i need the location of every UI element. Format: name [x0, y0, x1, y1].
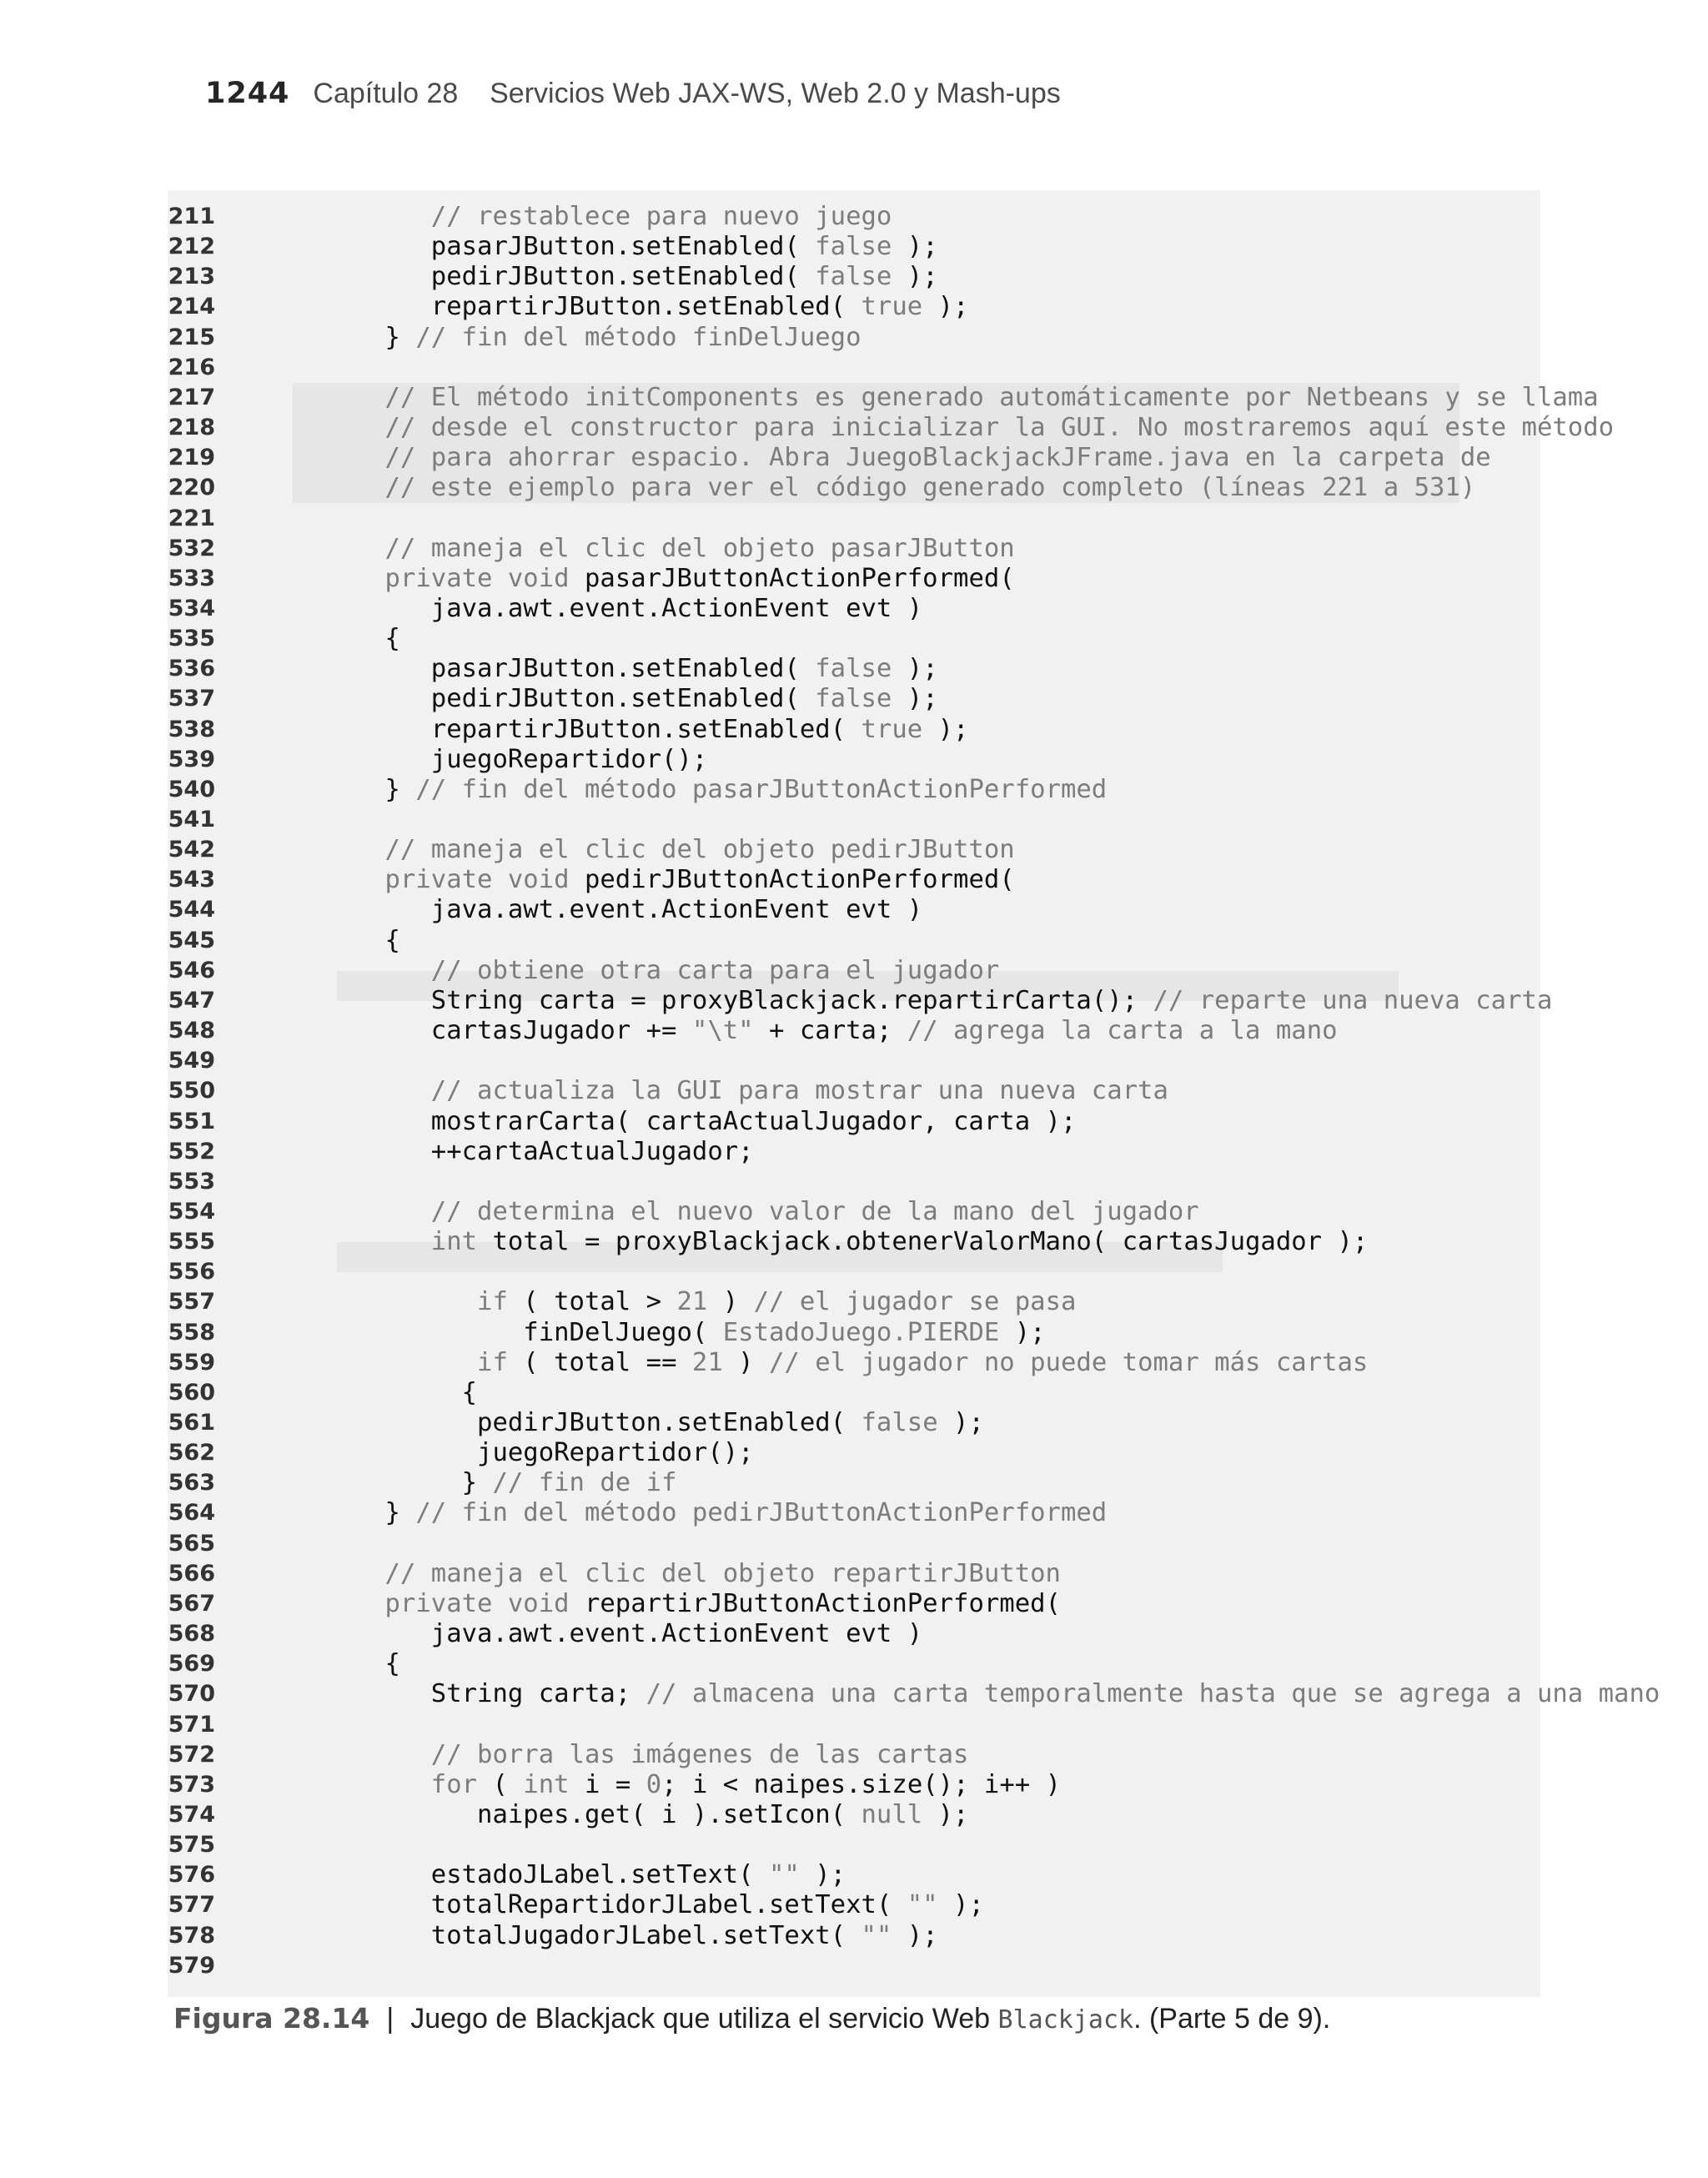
line-number: 559 — [168, 1349, 215, 1376]
code-token: juegoRepartidor(); — [293, 744, 708, 774]
code-line — [168, 564, 1540, 594]
line-number: 556 — [168, 1259, 215, 1285]
line-number: 545 — [168, 927, 215, 953]
line-number: 570 — [168, 1681, 215, 1708]
code-line — [168, 1046, 1540, 1076]
line-number: 573 — [168, 1771, 215, 1798]
code-token: } — [293, 322, 416, 352]
code-line — [168, 1257, 1540, 1287]
code-token: ); — [937, 1890, 984, 1920]
code-keyword: 21 — [676, 1287, 708, 1317]
code-token: } — [293, 1468, 493, 1498]
code-text — [293, 1197, 1199, 1227]
code-token: mostrarCarta( cartaActualJugador, carta ); — [293, 1106, 1077, 1136]
code-line — [168, 534, 1540, 564]
line-number: 577 — [168, 1892, 215, 1919]
line-number: 548 — [168, 1018, 215, 1044]
code-keyword: EstadoJuego.PIERDE — [722, 1317, 1000, 1347]
code-line — [168, 353, 1540, 383]
code-line — [168, 1378, 1540, 1408]
code-text — [293, 624, 400, 654]
running-title: Capítulo 28 Servicios Web JAX-WS, Web 2.0 y Mash-ups — [313, 78, 1061, 109]
code-token: totalJugadorJLabel.setText( — [293, 1920, 862, 1950]
code-token: String carta; — [293, 1679, 646, 1709]
line-number: 579 — [168, 1952, 215, 1979]
code-keyword: false — [815, 262, 892, 292]
code-text — [293, 202, 892, 232]
code-token: pedirJButton.setEnabled( — [293, 262, 816, 292]
code-token: cartasJugador += — [293, 1016, 692, 1046]
code-line — [168, 413, 1615, 443]
line-number: 537 — [168, 686, 215, 712]
line-number: 544 — [168, 897, 215, 923]
code-token — [293, 1589, 385, 1618]
code-line — [168, 1860, 1540, 1890]
code-comment: // reparte una nueva carta — [1153, 985, 1553, 1015]
line-number: 569 — [168, 1651, 215, 1678]
code-token — [293, 443, 385, 472]
line-number: 221 — [168, 505, 215, 531]
line-number: 550 — [168, 1078, 215, 1104]
line-number: 575 — [168, 1832, 215, 1859]
code-keyword: int — [430, 1227, 478, 1257]
line-number: 217 — [168, 384, 215, 410]
code-token: total = proxyBlackjack.obtenerValorMano( cartasJugador ); — [477, 1227, 1369, 1257]
line-number: 541 — [168, 807, 215, 832]
code-line — [168, 443, 1540, 473]
line-number: 540 — [168, 776, 215, 802]
code-listing — [168, 190, 1660, 1997]
code-line — [168, 654, 1540, 684]
line-number: 547 — [168, 987, 215, 1014]
code-token: ); — [999, 1317, 1046, 1347]
code-token: + carta; — [753, 1016, 907, 1046]
code-line — [168, 1318, 1540, 1348]
code-text — [293, 1619, 922, 1649]
code-token: ); — [892, 654, 938, 684]
code-token: ); — [922, 714, 969, 744]
code-token: ( total > — [507, 1287, 677, 1317]
code-token: repartirJButton.setEnabled( — [293, 714, 862, 744]
code-line — [168, 202, 1540, 232]
line-number: 574 — [168, 1801, 215, 1828]
code-keyword: private void — [384, 1588, 570, 1618]
code-text — [293, 1589, 1061, 1619]
code-text — [293, 1890, 984, 1920]
figure-caption — [173, 2002, 1330, 2045]
code-token: pasarJButtonActionPerformed( — [569, 563, 1015, 593]
line-number: 542 — [168, 837, 215, 863]
code-token — [293, 865, 385, 894]
line-number: 553 — [168, 1168, 215, 1195]
code-token — [293, 202, 431, 231]
code-comment: // para ahorrar espacio. Abra JuegoBlackjackJFrame.java en la carpeta de — [384, 443, 1491, 473]
code-comment: // maneja el clic del objeto pedirJButton — [384, 835, 1015, 865]
code-text — [293, 1287, 1076, 1317]
code-text — [293, 1438, 754, 1468]
caption-separator: | — [386, 2003, 394, 2035]
code-token: finDelJuego( — [293, 1317, 723, 1347]
code-token: i = — [569, 1769, 646, 1799]
line-number: 219 — [168, 445, 215, 471]
page-number: 1244 — [205, 77, 290, 110]
line-number: 561 — [168, 1410, 215, 1436]
code-line — [168, 1529, 1540, 1559]
code-token: ( — [477, 1769, 524, 1799]
code-text — [293, 684, 938, 714]
code-line — [168, 1197, 1540, 1227]
line-number: 212 — [168, 234, 215, 260]
code-comment: // fin del método finDelJuego — [415, 322, 862, 352]
code-token — [293, 1348, 477, 1377]
code-line — [168, 323, 1540, 353]
code-line — [168, 382, 1599, 413]
code-text — [293, 1137, 754, 1167]
line-number: 543 — [168, 867, 215, 893]
code-text — [293, 1679, 1660, 1709]
code-line — [168, 715, 1540, 745]
code-keyword: null — [861, 1799, 923, 1829]
code-keyword: 0 — [646, 1769, 662, 1799]
line-number: 534 — [168, 595, 215, 621]
code-text — [293, 1740, 968, 1770]
code-token: { — [293, 1649, 400, 1679]
code-keyword: for — [430, 1769, 478, 1799]
code-comment: // obtiene otra carta para el jugador — [430, 955, 1000, 985]
code-token: repartirJButton.setEnabled( — [293, 292, 862, 322]
figure-label: Figura 28.14 — [173, 2002, 370, 2035]
code-keyword: false — [815, 654, 892, 684]
code-line — [168, 895, 1540, 925]
code-token: { — [293, 925, 400, 955]
code-line — [168, 1468, 1540, 1498]
line-number: 563 — [168, 1470, 215, 1496]
code-keyword: 21 — [691, 1347, 723, 1377]
code-token: pedirJButton.setEnabled( — [293, 1408, 862, 1437]
code-line — [168, 594, 1540, 624]
code-token — [293, 564, 385, 593]
code-text — [293, 1016, 1338, 1046]
line-number: 564 — [168, 1500, 215, 1527]
code-line — [168, 1710, 1540, 1740]
code-comment: // maneja el clic del objeto repartirJButton — [384, 1558, 1061, 1588]
line-number: 220 — [168, 475, 215, 501]
code-token — [293, 1076, 431, 1105]
line-number: 215 — [168, 324, 215, 350]
caption-code-word: Blackjack — [997, 2005, 1134, 2035]
code-keyword: private void — [384, 865, 570, 895]
line-number: 538 — [168, 716, 215, 742]
code-line — [168, 1227, 1540, 1257]
line-number: 536 — [168, 656, 215, 682]
code-text — [293, 1649, 400, 1679]
code-line — [168, 1167, 1540, 1197]
code-comment: // actualiza la GUI para mostrar una nueva carta — [430, 1076, 1168, 1106]
code-line — [168, 1589, 1540, 1619]
code-token: pedirJButtonActionPerformed( — [569, 865, 1015, 895]
code-line — [168, 775, 1540, 805]
code-keyword: false — [861, 1408, 938, 1437]
code-token — [293, 1197, 431, 1226]
code-text — [293, 443, 1491, 473]
code-text — [293, 262, 938, 292]
code-token — [293, 956, 431, 985]
code-token: ); — [892, 232, 938, 262]
line-number: 557 — [168, 1289, 215, 1315]
code-token: ); — [922, 1799, 969, 1829]
code-line — [168, 1800, 1540, 1830]
code-token: pasarJButton.setEnabled( — [293, 232, 816, 262]
code-comment: // almacena una carta temporalmente hasta que se agrega a una mano — [646, 1679, 1660, 1709]
code-line — [168, 1619, 1540, 1649]
caption-text: Juego de Blackjack que utiliza el servicio Web — [410, 2003, 998, 2035]
line-number: 533 — [168, 565, 215, 591]
code-line — [168, 1830, 1540, 1860]
code-text — [293, 926, 400, 956]
code-keyword: "" — [769, 1860, 800, 1890]
running-head — [205, 77, 1061, 127]
code-token: ); — [799, 1860, 846, 1890]
code-comment: // desde el constructor para inicializar la GUI. No mostraremos aquí este método — [384, 413, 1615, 443]
code-line — [168, 1107, 1540, 1137]
code-keyword: if — [477, 1347, 508, 1377]
code-keyword: if — [477, 1287, 508, 1317]
code-comment: // agrega la carta a la mano — [907, 1016, 1338, 1046]
line-number: 211 — [168, 204, 215, 229]
code-token: java.awt.event.ActionEvent evt ) — [293, 895, 923, 925]
code-line — [168, 292, 1540, 322]
code-text — [293, 835, 1015, 865]
line-number: 551 — [168, 1108, 215, 1134]
code-token: { — [293, 624, 400, 654]
code-line — [168, 865, 1540, 895]
line-number: 568 — [168, 1621, 215, 1647]
code-text — [293, 1107, 1076, 1137]
code-text — [293, 1378, 477, 1408]
line-number: 565 — [168, 1530, 215, 1557]
code-line — [168, 805, 1540, 835]
code-keyword: "" — [907, 1890, 938, 1920]
code-text — [293, 654, 938, 684]
code-line — [168, 1348, 1540, 1378]
line-number: 560 — [168, 1379, 215, 1406]
code-token: } — [293, 1498, 416, 1528]
code-text — [293, 1498, 1107, 1528]
code-line — [168, 624, 1540, 654]
code-keyword: true — [861, 292, 923, 322]
code-token: java.awt.event.ActionEvent evt ) — [293, 1619, 923, 1649]
code-token — [293, 534, 385, 563]
code-text — [293, 1348, 1368, 1378]
line-number: 567 — [168, 1590, 215, 1617]
code-line — [168, 504, 1540, 534]
code-token: pedirJButton.setEnabled( — [293, 684, 816, 714]
line-number: 218 — [168, 415, 215, 441]
code-keyword: "\t" — [691, 1016, 754, 1046]
code-text — [293, 1770, 1061, 1800]
code-line — [168, 956, 1540, 986]
code-text — [293, 1227, 1368, 1257]
code-token: ( total == — [507, 1347, 692, 1377]
code-text — [293, 413, 1614, 443]
code-comment: // borra las imágenes de las cartas — [430, 1739, 969, 1769]
code-token: } — [293, 774, 416, 804]
code-token: repartirJButtonActionPerformed( — [569, 1588, 1061, 1618]
line-number: 578 — [168, 1922, 215, 1949]
code-text — [293, 956, 999, 986]
code-token: juegoRepartidor(); — [293, 1438, 754, 1468]
code-text — [293, 1408, 984, 1438]
code-text — [293, 232, 938, 262]
caption-text-end: . (Parte 5 de 9). — [1133, 2003, 1331, 2035]
code-comment: // el jugador se pasa — [753, 1287, 1077, 1317]
code-comment: // este ejemplo para ver el código generado completo (líneas 221 a 531) — [384, 473, 1476, 503]
code-token — [293, 1559, 385, 1588]
code-line — [168, 1559, 1540, 1589]
code-keyword: private void — [384, 563, 570, 593]
code-text — [293, 865, 1015, 895]
line-number: 571 — [168, 1711, 215, 1738]
code-token — [293, 1287, 477, 1316]
code-token: ); — [937, 1408, 984, 1437]
code-text — [293, 564, 1015, 594]
code-line — [168, 1890, 1540, 1920]
code-line — [168, 473, 1540, 503]
code-line — [168, 684, 1540, 714]
code-token: ); — [892, 684, 938, 714]
code-keyword: false — [815, 684, 892, 714]
code-line — [168, 1679, 1660, 1709]
code-text — [293, 1559, 1061, 1589]
code-line — [168, 232, 1540, 262]
code-token — [293, 1740, 431, 1769]
line-number: 549 — [168, 1048, 215, 1074]
code-line — [168, 1438, 1540, 1468]
code-token: java.awt.event.ActionEvent evt ) — [293, 593, 923, 623]
code-token: ++cartaActualJugador; — [293, 1136, 754, 1166]
code-text — [293, 1468, 676, 1498]
line-number: 555 — [168, 1229, 215, 1255]
code-token: String carta = proxyBlackjack.repartirCarta(); — [293, 985, 1153, 1015]
code-comment: // determina el nuevo valor de la mano del jugador — [430, 1196, 1199, 1226]
code-text — [293, 534, 1015, 564]
code-token — [293, 1770, 431, 1799]
code-token: totalRepartidorJLabel.setText( — [293, 1890, 907, 1920]
line-number: 566 — [168, 1560, 215, 1587]
line-number: 546 — [168, 957, 215, 983]
code-text — [293, 745, 707, 775]
code-comment: // El método initComponents es generado automáticamente por Netbeans y se llama — [384, 382, 1599, 412]
code-token: ; i < naipes.size(); i++ ) — [661, 1769, 1062, 1799]
code-token — [293, 383, 385, 412]
code-keyword: false — [815, 232, 892, 262]
code-text — [293, 383, 1599, 413]
line-number: 214 — [168, 294, 215, 320]
code-comment: // fin del método pasarJButtonActionPerformed — [415, 774, 1108, 804]
code-line — [168, 835, 1540, 865]
code-keyword: "" — [861, 1920, 892, 1950]
code-keyword: int — [523, 1769, 570, 1799]
code-token: ); — [892, 1920, 938, 1950]
code-token: pasarJButton.setEnabled( — [293, 654, 816, 684]
line-number: 558 — [168, 1319, 215, 1346]
line-number: 576 — [168, 1862, 215, 1889]
code-text — [293, 986, 1552, 1016]
code-text — [293, 473, 1475, 503]
code-text — [293, 715, 968, 745]
code-line — [168, 1408, 1540, 1438]
line-number: 535 — [168, 626, 215, 652]
code-comment: // fin del método pedirJButtonActionPerformed — [415, 1498, 1108, 1528]
code-line — [168, 1649, 1540, 1679]
code-line — [168, 985, 1553, 1016]
code-line — [168, 1770, 1540, 1800]
code-line — [168, 262, 1540, 292]
code-line — [168, 1740, 1540, 1770]
line-number: 552 — [168, 1138, 215, 1164]
code-token: estadoJLabel.setText( — [293, 1860, 769, 1890]
code-line — [168, 1951, 1540, 1981]
code-token: ); — [892, 262, 938, 292]
code-token — [293, 835, 385, 864]
line-number: 554 — [168, 1198, 215, 1225]
line-number: 572 — [168, 1741, 215, 1768]
code-line — [168, 1137, 1540, 1167]
code-line — [168, 1921, 1540, 1951]
code-line — [168, 1076, 1540, 1106]
code-text — [293, 1318, 1046, 1348]
code-text — [293, 323, 862, 353]
code-token: ); — [922, 292, 969, 322]
code-text — [293, 1800, 968, 1830]
code-token — [293, 1227, 431, 1256]
code-comment: // el jugador no puede tomar más cartas — [769, 1347, 1369, 1377]
code-token: ) — [707, 1287, 754, 1317]
code-token — [293, 413, 385, 442]
code-text — [293, 1076, 1168, 1106]
code-text — [293, 292, 968, 322]
code-line — [168, 745, 1540, 775]
line-number: 539 — [168, 746, 215, 772]
code-text — [293, 594, 922, 624]
code-text — [293, 1860, 846, 1890]
line-number: 562 — [168, 1440, 215, 1466]
code-token — [293, 473, 385, 502]
line-number: 532 — [168, 535, 215, 561]
code-line — [168, 1498, 1540, 1528]
code-token: ) — [722, 1347, 770, 1377]
line-number: 216 — [168, 354, 215, 380]
code-line — [168, 1016, 1540, 1046]
code-comment: // fin de if — [492, 1468, 677, 1498]
code-comment: // restablece para nuevo juego — [430, 202, 892, 231]
code-text — [293, 775, 1107, 805]
code-keyword: true — [861, 714, 923, 744]
code-text — [293, 895, 922, 925]
code-text — [293, 1921, 938, 1951]
code-line — [168, 926, 1540, 956]
code-line — [168, 1287, 1540, 1317]
code-comment: // maneja el clic del objeto pasarJButton — [384, 533, 1015, 563]
line-number: 213 — [168, 264, 215, 290]
code-token: { — [293, 1377, 478, 1407]
code-token: naipes.get( i ).setIcon( — [293, 1799, 862, 1829]
